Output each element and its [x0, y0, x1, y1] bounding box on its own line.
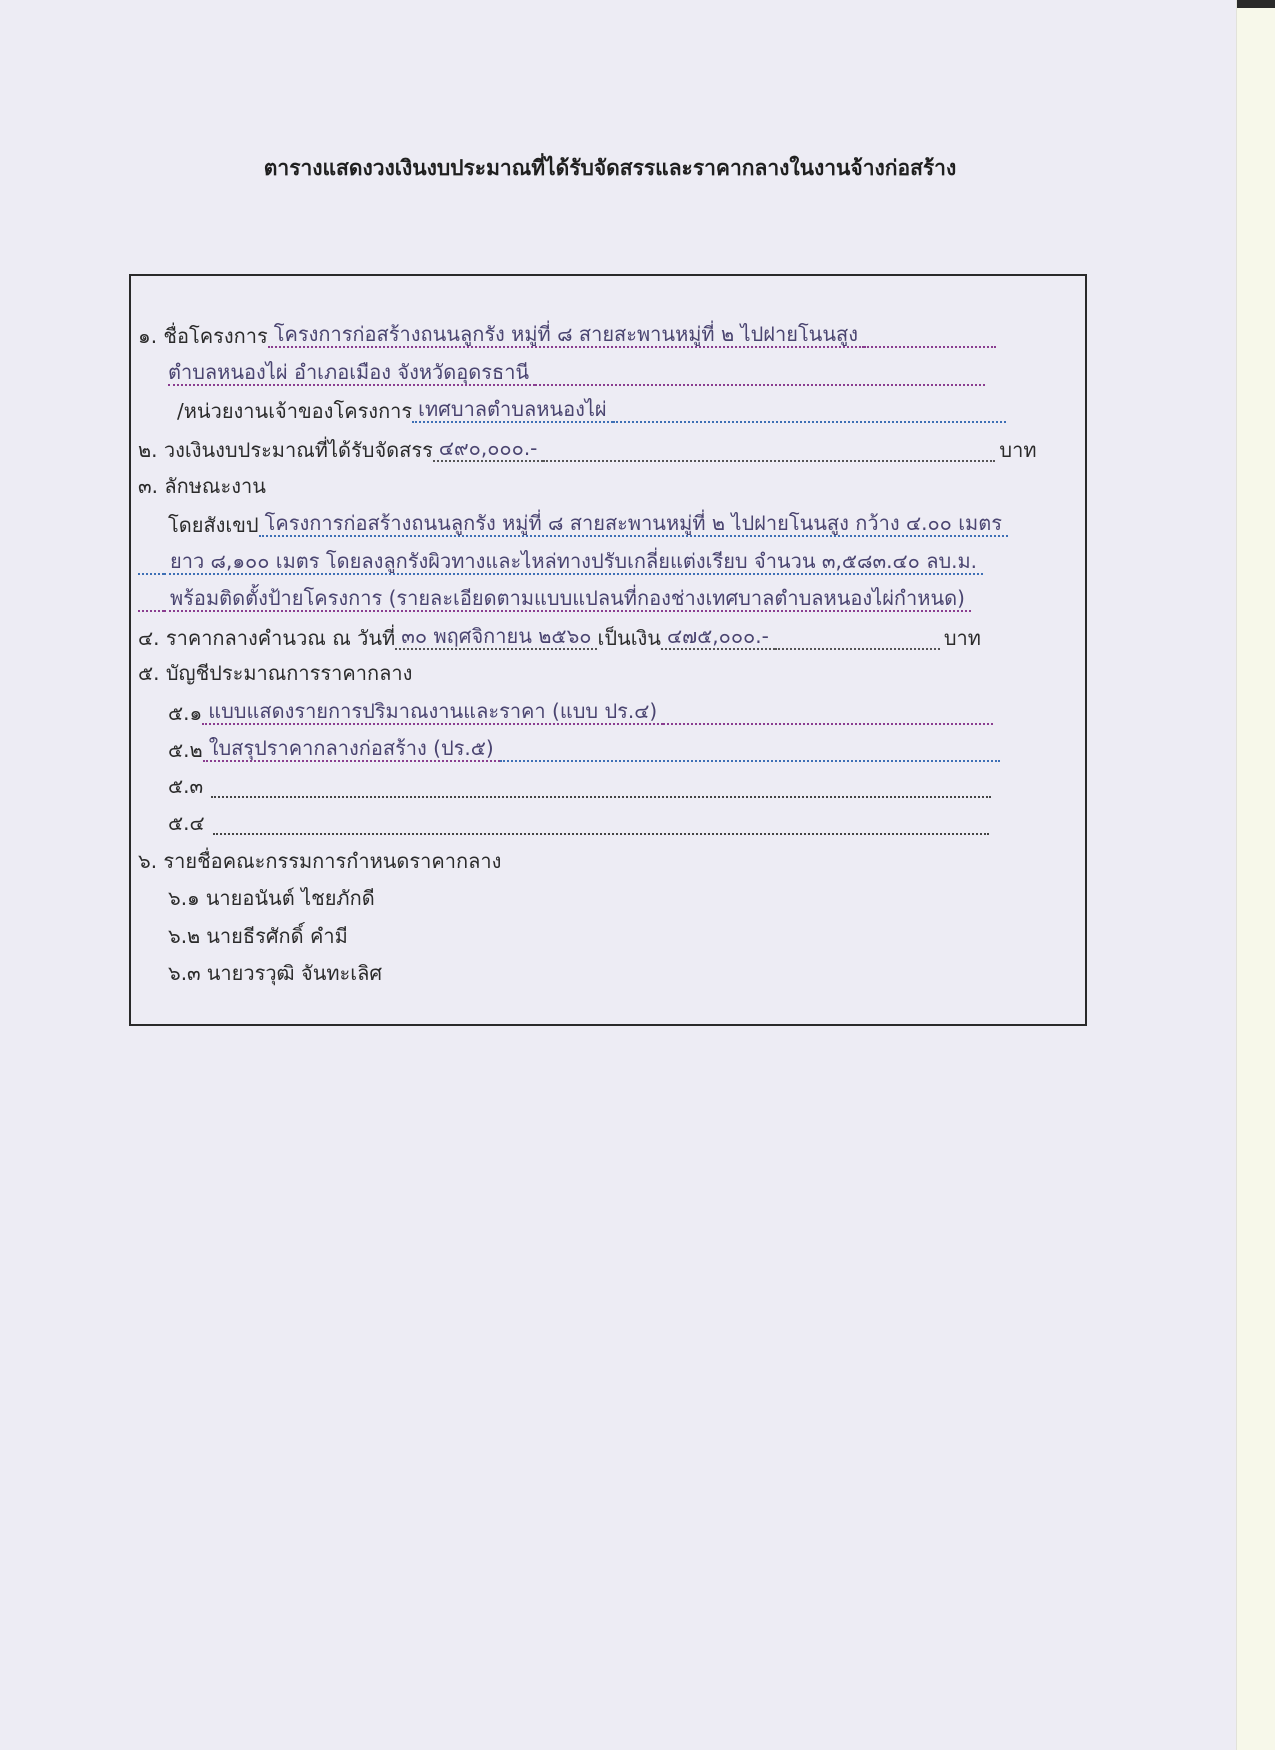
section3-summary-row [168, 511, 1008, 537]
committee-member-3 [168, 961, 382, 985]
section5-item-2 [168, 736, 1000, 762]
summary-line1: โครงการก่อสร้างถนนลูกรัง หมู่ที่ ๘ สายสะพานหมู่ที่ ๒ ไปฝายโนนสูง กว้าง ๔.๐๐ เมตร [259, 511, 1008, 537]
section3-line3-row [138, 586, 971, 612]
budget-unit: บาท [999, 438, 1037, 462]
section5-item-1 [168, 699, 993, 725]
section5-label: ๕. บัญชีประมาณการราคากลาง [138, 661, 413, 685]
member-name: นายวรวุฒิ จันทะเลิศ [206, 961, 383, 985]
section3-line2-row [138, 549, 983, 575]
section6-label: ๖. รายชื่อคณะกรรมการกำหนดราคากลาง [138, 849, 502, 873]
document-title: ตารางแสดงวงเงินงบประมาณที่ได้รับจัดสรรและราคากลางในงานจ้างก่อสร้าง [263, 156, 957, 180]
dotted-fill [663, 701, 993, 725]
amount-label: เป็นเงิน [597, 626, 661, 650]
item-number: ๕.๓ [168, 774, 204, 798]
section1-row3 [177, 397, 1006, 423]
scan-edge [1236, 0, 1275, 1750]
budget-value: ๔๙๐,๐๐๐.- [433, 436, 544, 462]
section2-row [138, 436, 1037, 462]
member-number: ๖.๒ [168, 924, 201, 948]
agency-label: /หน่วยงานเจ้าของโครงการ [177, 399, 413, 423]
price-amount: ๔๗๕,๐๐๐.- [661, 624, 775, 650]
item-text: ใบสรุปราคากลางก่อสร้าง (ปร.๕) [203, 736, 500, 762]
dotted-fill [535, 362, 985, 386]
price-date: ๓๐ พฤศจิกายน ๒๕๖๐ [395, 624, 597, 650]
dotted-fill [543, 438, 995, 462]
info-box [129, 274, 1087, 1026]
dotted-fill [138, 551, 164, 575]
scan-edge-dark [1237, 0, 1275, 8]
committee-member-1 [168, 886, 375, 910]
section1-row2 [168, 360, 985, 386]
committee-member-2 [168, 924, 348, 948]
project-name-line1: โครงการก่อสร้างถนนลูกรัง หมู่ที่ ๘ สายสะพานหมู่ที่ ๒ ไปฝายโนนสูง [268, 322, 864, 348]
dotted-fill [213, 811, 989, 835]
summary-label: โดยสังเขป [168, 513, 259, 537]
item-number: ๕.๔ [168, 811, 205, 835]
member-number: ๖.๓ [168, 961, 201, 985]
section6-row [138, 849, 501, 873]
summary-line2: ยาว ๘,๑๐๐ เมตร โดยลงลูกรังผิวทางและไหล่ทางปรับเกลี่ยแต่งเรียบ จำนวน ๓,๕๘๓.๔๐ ลบ.ม. [164, 549, 983, 575]
section1-row1 [138, 322, 996, 348]
project-name-line2: ตำบลหนองไผ่ อำเภอเมือง จังหวัดอุดรธานี [168, 360, 535, 386]
item-number: ๕.๑ [168, 701, 203, 725]
member-number: ๖.๑ [168, 886, 200, 910]
dotted-fill [775, 626, 940, 650]
section3-label: ๓. ลักษณะงาน [138, 474, 266, 498]
item-number: ๕.๒ [168, 738, 203, 762]
dotted-fill [211, 774, 991, 798]
dotted-fill [613, 399, 1006, 423]
section5-item-3 [168, 774, 991, 798]
item-text: แบบแสดงรายการปริมาณงานและราคา (แบบ ปร.๔) [202, 699, 663, 725]
dotted-fill [864, 324, 996, 348]
member-name: นายอนันต์ ไชยภักดี [205, 886, 375, 910]
section3-row [138, 474, 266, 498]
dotted-fill [500, 738, 1000, 762]
summary-line3: พร้อมติดตั้งป้ายโครงการ (รายละเอียดตามแบบแปลนที่กองช่างเทศบาลตำบลหนองไผ่กำหนด) [164, 586, 971, 612]
section4-label: ๔. ราคากลางคำนวณ ณ วันที่ [138, 626, 396, 650]
agency-value: เทศบาลตำบลหนองไผ่ [412, 397, 612, 423]
price-unit: บาท [943, 626, 981, 650]
section5-item-4 [168, 811, 989, 835]
section5-row [138, 661, 412, 685]
section4-row [138, 624, 981, 650]
section2-label: ๒. วงเงินงบประมาณที่ได้รับจัดสรร [138, 438, 433, 462]
member-name: นายธีรศักดิ์ คำมี [206, 924, 348, 948]
dotted-fill [138, 588, 164, 612]
section1-label: ๑. ชื่อโครงการ [138, 324, 268, 348]
